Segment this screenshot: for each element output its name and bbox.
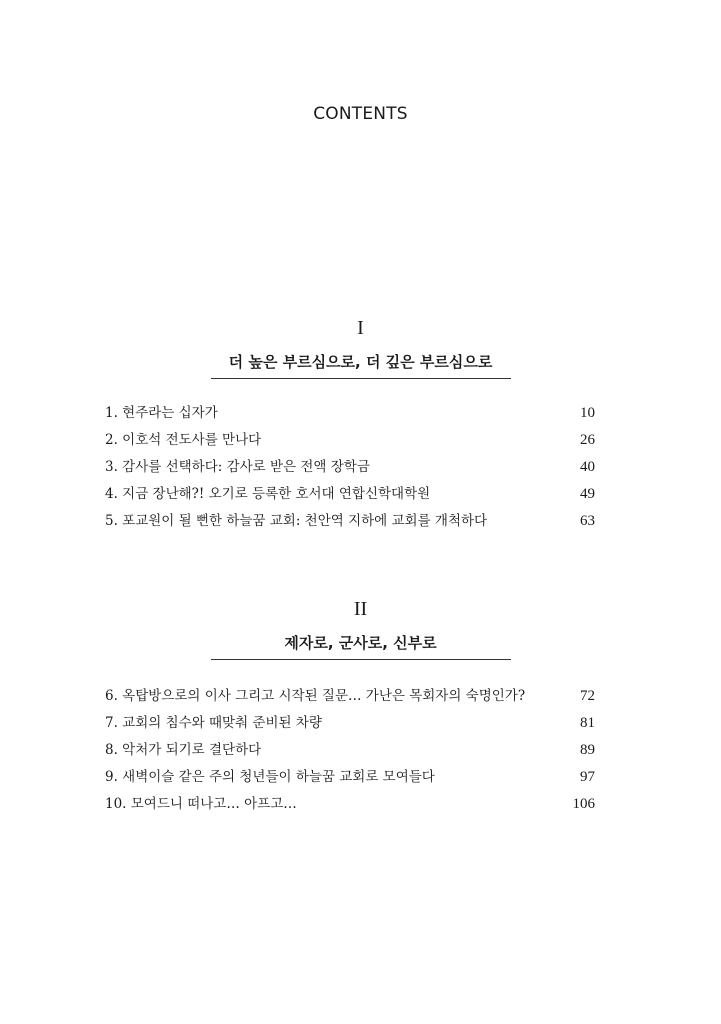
toc-entry-title: 9. 새벽이슬 같은 주의 청년들이 하늘꿈 교회로 모여들다 <box>105 769 435 785</box>
part-numeral: II <box>353 598 368 620</box>
toc-entry-page: 106 <box>572 796 595 812</box>
toc-entry-title: 1. 현주라는 십자가 <box>105 405 218 421</box>
toc-entry-title: 5. 포교원이 될 뻔한 하늘꿈 교회: 천안역 지하에 교회를 개척하다 <box>105 513 488 529</box>
toc-entry[interactable] <box>105 710 595 737</box>
toc-list-part-two <box>105 683 595 818</box>
toc-entry-title: 7. 교회의 침수와 때맞춰 준비된 차량 <box>105 715 322 731</box>
toc-entry-page: 49 <box>580 486 595 502</box>
part-heading: 더 높은 부르심으로, 더 깊은 부르심으로 <box>211 340 511 379</box>
toc-list-part-one <box>105 400 595 535</box>
toc-entry[interactable] <box>105 454 595 481</box>
toc-entry[interactable] <box>105 791 595 818</box>
toc-entry-title: 6. 옥탑방으로의 이사 그리고 시작된 질문… 가난은 목회자의 숙명인가? <box>105 688 526 704</box>
toc-entry-title: 2. 이호석 전도사를 만나다 <box>105 432 262 448</box>
toc-entry[interactable] <box>105 737 595 764</box>
toc-entry-page: 81 <box>580 715 595 731</box>
toc-entry-page: 10 <box>580 405 595 421</box>
toc-entry-title: 3. 감사를 선택하다: 감사로 받은 전액 장학금 <box>105 459 370 475</box>
toc-entry[interactable] <box>105 764 595 791</box>
part-numeral: I <box>357 317 364 339</box>
toc-entry-page: 26 <box>580 432 595 448</box>
page-title: CONTENTS <box>313 104 408 124</box>
toc-entry[interactable] <box>105 481 595 508</box>
toc-entry-page: 72 <box>580 688 595 704</box>
toc-entry-page: 63 <box>580 513 595 529</box>
part-heading: 제자로, 군사로, 신부로 <box>211 621 511 660</box>
toc-entry-title: 4. 지금 장난해?! 오기로 등록한 호서대 연합신학대학원 <box>105 486 431 502</box>
toc-entry[interactable] <box>105 508 595 535</box>
toc-entry-page: 97 <box>580 769 595 785</box>
toc-entry-page: 89 <box>580 742 595 758</box>
toc-entry-page: 40 <box>580 459 595 475</box>
toc-entry-title: 8. 악처가 되기로 결단하다 <box>105 742 262 758</box>
toc-entry-title: 10. 모여드니 떠나고… 아프고… <box>105 796 297 812</box>
toc-entry[interactable] <box>105 427 595 454</box>
part-one-header <box>0 316 721 379</box>
toc-entry[interactable] <box>105 683 595 710</box>
part-two-header <box>0 597 721 660</box>
toc-entry[interactable] <box>105 400 595 427</box>
